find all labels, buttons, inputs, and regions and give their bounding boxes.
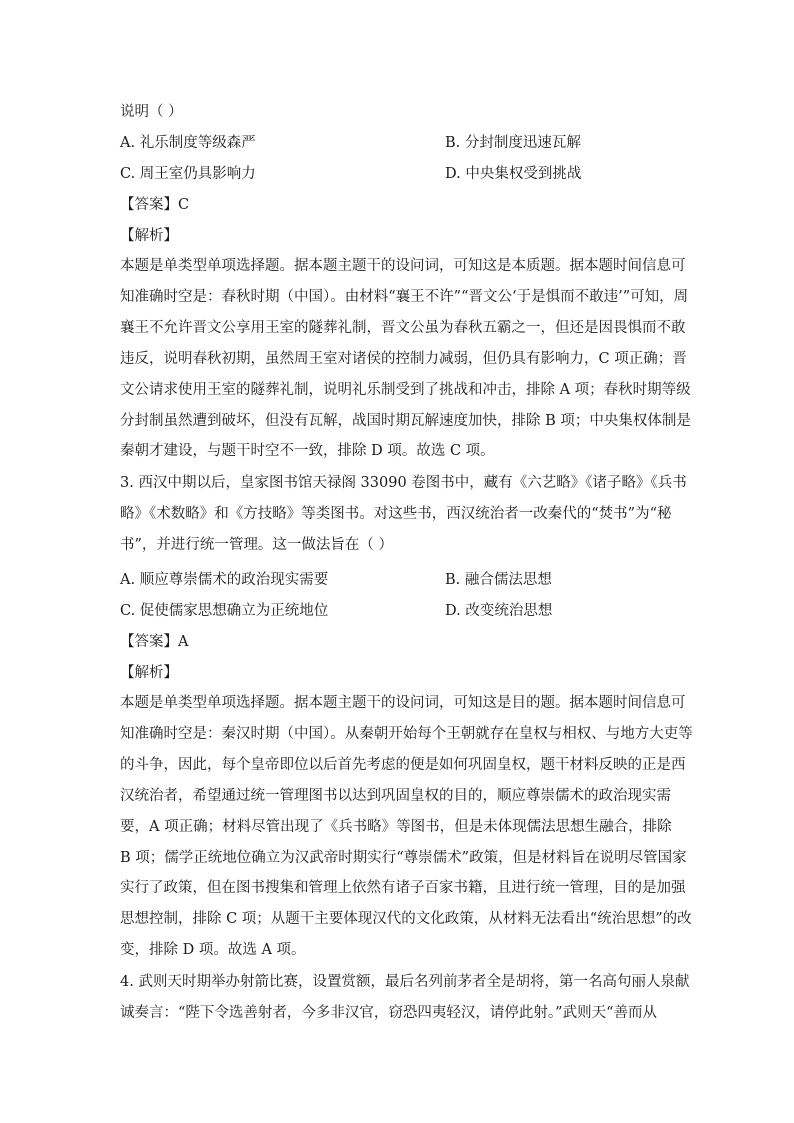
q3-stem-line: 书”，并进行统一管理。这一做法旨在（ ） <box>120 536 394 553</box>
q2-analysis-line: 襄王不允许晋文公享用王室的隧葬礼制，晋文公虽为春秋五霸之一，但还是因畏惧而不敢 <box>120 319 686 336</box>
q3-option-c: C. 促使儒家思想确立为正统地位 <box>120 603 329 619</box>
q2-analysis <box>120 251 691 467</box>
q2-analysis-line: 分封制虽然遭到破坏，但没有瓦解，战国时期瓦解速度加快，排除 B 项；中央集权体制是 <box>120 412 691 429</box>
q2-analysis-line: 秦朝才建设，与题干时空不一致，排除 D 项。故选 C 项。 <box>120 443 495 460</box>
q4-stem-line: 诚奏言：“陛下令选善射者，今多非汉官，窃恐四夷轻汉，请停此射。”武则天“善而从 <box>120 1004 657 1021</box>
q3-analysis-line: 思想控制，排除 C 项；从题干主要体现汉代的文化政策，从材料无法看出“统治思想”的改 <box>120 911 692 928</box>
q2-analysis-line: 本题是单类型单项选择题。据本题主题干的设问词，可知这是本质题。据本题时间信息可 <box>120 258 686 274</box>
q3-stem-line: 略》《术数略》和《方技略》等类图书。对这些书，西汉统治者一改秦代的“焚书”为“秘 <box>120 505 672 522</box>
q3-analysis-line: 汉统治者，希望通过统一管理图书以达到巩固皇权的目的，顺应尊崇儒术的政治现实需 <box>120 787 671 804</box>
q3-stem <box>120 468 687 561</box>
q2-analysis-line: 文公请求使用王室的隧葬礼制，说明礼乐制受到了挑战和冲击，排除 A 项；春秋时期等级 <box>120 381 691 398</box>
q2-analysis-label: 【解析】 <box>120 228 178 244</box>
q4-stem <box>120 967 690 1029</box>
q2-option-d: D. 中央集权受到挑战 <box>445 166 582 182</box>
q4-stem-line: 4. 武则天时期举办射箭比赛，设置赏额，最后名列前茅者全是胡将，第一名高句丽人泉献 <box>120 974 690 990</box>
q2-analysis-line: 违反，说明春秋初期，虽然周王室对诸侯的控制力减弱，但仍具有影响力，C 项正确；晋 <box>120 350 687 367</box>
q2-answer: 【答案】C <box>120 197 190 213</box>
q3-analysis-line: 知准确时空是：秦汉时期（中国）。从秦朝开始每个王朝就存在皇权与相权、与地方大吏等 <box>120 725 693 742</box>
q3-option-b: B. 融合儒法思想 <box>445 572 552 588</box>
q3-answer: 【答案】A <box>120 634 189 650</box>
q3-analysis-line: 的斗争，因此，每个皇帝即位以后首先考虑的便是如何巩固皇权，题干材料反映的正是西 <box>120 756 686 773</box>
q3-analysis-line: 要，A 项正确；材料尽管出现了《兵书略》等图书，但是未体现儒法思想生融合，排除 <box>120 818 672 835</box>
q2-option-a: A. 礼乐制度等级森严 <box>120 135 256 151</box>
q3-stem-line: 3. 西汉中期以后，皇家图书馆天禄阁 33090 卷图书中，藏有《六艺略》《诸子略》《兵书 <box>120 475 687 491</box>
q2-analysis-line: 知准确时空是：春秋时期（中国）。由材料“襄王不许”“晋文公‘于是惧而不敢违’”可知，周 <box>120 288 689 305</box>
q3-analysis-label: 【解析】 <box>120 665 178 681</box>
q2-option-c: C. 周王室仍具影响力 <box>120 166 256 182</box>
q3-option-a: A. 顺应尊崇儒术的政治现实需要 <box>120 572 329 588</box>
q3-analysis-line: 本题是单类型单项选择题。据本题主题干的设问词，可知这是目的题。据本题时间信息可 <box>120 695 686 711</box>
q2-option-b: B. 分封制度迅速瓦解 <box>445 135 581 151</box>
q3-analysis-line: B 项；儒学正统地位确立为汉武帝时期实行“尊崇儒术”政策，但是材料旨在说明尽管国家 <box>120 849 687 866</box>
q2-stem-tail: 说明（ ） <box>120 104 183 120</box>
q3-analysis <box>120 688 693 966</box>
q3-analysis-line: 实行了政策，但在图书搜集和管理上依然有诸子百家书籍，且进行统一管理，目的是加强 <box>120 880 686 897</box>
q3-option-d: D. 改变统治思想 <box>445 603 553 619</box>
q3-analysis-line: 变，排除 D 项。故选 A 项。 <box>120 942 306 959</box>
